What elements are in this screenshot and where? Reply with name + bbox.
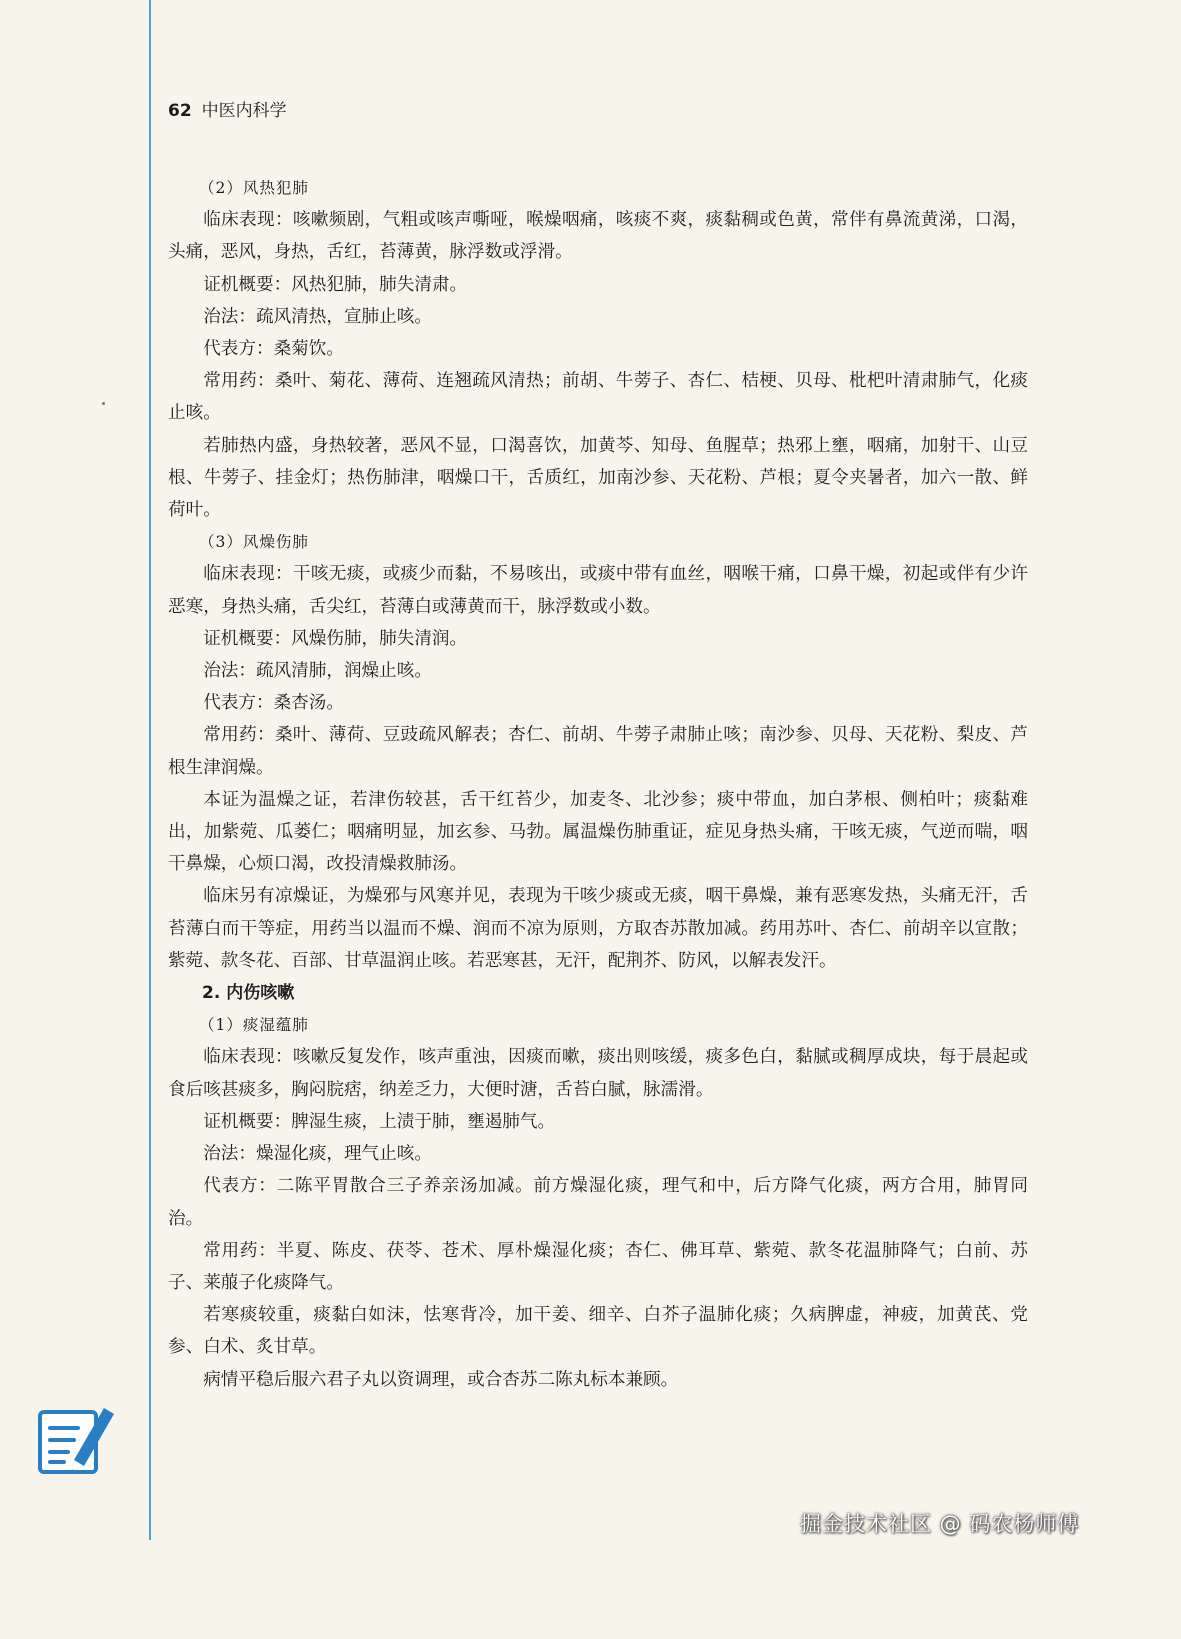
paragraph: 常用药：桑叶、薄荷、豆豉疏风解表；杏仁、前胡、牛蒡子肃肺止咳；南沙参、贝母、天花粉、梨皮、芦根生津润燥。 <box>168 725 1028 778</box>
page-body <box>168 172 1028 1396</box>
paragraph: 证机概要：风燥伤肺，肺失清润。 <box>203 628 468 649</box>
watermark: 掘金技术社区 @ 码农杨师傅 <box>800 1512 1080 1536</box>
paragraph: 常用药：半夏、陈皮、茯苓、苍术、厚朴燥湿化痰；杏仁、佛耳草、紫菀、款冬花温肺降气；白前、苏子、莱菔子化痰降气。 <box>168 1240 1028 1293</box>
paragraph: 证机概要：风热犯肺，肺失清肃。 <box>203 274 468 295</box>
paragraph: 代表方：二陈平胃散合三子养亲汤加减。前方燥湿化痰，理气和中，后方降气化痰，两方合用，肺胃同治。 <box>168 1176 1028 1229</box>
paragraph: 本证为温燥之证，若津伤较甚，舌干红苔少，加麦冬、北沙参；痰中带血，加白茅根、侧柏叶；痰黏难出，加紫菀、瓜蒌仁；咽痛明显，加玄参、马勃。属温燥伤肺重证，症见身热头痛，干咳无痰，气逆而喘，咽干鼻燥，心烦口渴，改投清燥救肺汤。 <box>168 789 1028 875</box>
paragraph: 代表方：桑菊饮。 <box>203 339 344 360</box>
paragraph: 若肺热内盛，身热较著，恶风不显，口渴喜饮，加黄芩、知母、鱼腥草；热邪上壅，咽痛，加射干、山豆根、牛蒡子、挂金灯；热伤肺津，咽燥口干，舌质红，加南沙参、天花粉、芦根；夏令夹暑者，加六一散、鲜荷叶。 <box>168 435 1028 521</box>
subheading: （2）风热犯肺 <box>199 179 309 197</box>
paragraph: 病情平稳后服六君子丸以资调理，或合杏苏二陈丸标本兼顾。 <box>203 1369 679 1390</box>
page-number: 62 <box>168 101 192 121</box>
paragraph: 常用药：桑叶、菊花、薄荷、连翘疏风清热；前胡、牛蒡子、杏仁、桔梗、贝母、枇杷叶清肃肺气，化痰止咳。 <box>168 371 1028 424</box>
paragraph: 临床另有凉燥证，为燥邪与风寒并见，表现为干咳少痰或无痰，咽干鼻燥，兼有恶寒发热，头痛无汗，舌苔薄白而干等症，用药当以温而不燥、润而不凉为原则，方取杏苏散加减。药用苏叶、杏仁、前胡辛以宣散；紫菀、款冬花、百部、甘草温润止咳。若恶寒甚，无汗，配荆芥、防风，以解表发汗。 <box>168 886 1028 971</box>
paragraph: 治法：燥湿化痰，理气止咳。 <box>203 1144 432 1165</box>
paragraph: 治法：疏风清热，宣肺止咳。 <box>203 306 432 327</box>
scan-speck <box>102 402 105 405</box>
margin-line <box>149 0 151 1540</box>
paragraph: 代表方：桑杏汤。 <box>203 693 344 714</box>
paragraph: 临床表现：咳嗽频剧，气粗或咳声嘶哑，喉燥咽痛，咳痰不爽，痰黏稠或色黄，常伴有鼻流黄涕，口渴，头痛，恶风，身热，舌红，苔薄黄，脉浮数或浮滑。 <box>168 210 1028 263</box>
paragraph: 治法：疏风清肺，润燥止咳。 <box>203 661 432 682</box>
section-heading: 2. 内伤咳嗽 <box>202 983 295 1004</box>
subheading: （1）痰湿蕴肺 <box>199 1016 309 1035</box>
paragraph: 临床表现：咳嗽反复发作，咳声重浊，因痰而嗽，痰出则咳缓，痰多色白，黏腻或稠厚成块，每于晨起或食后咳甚痰多，胸闷脘痞，纳差乏力，大便时溏，舌苔白腻，脉濡滑。 <box>168 1047 1028 1100</box>
subheading: （3）风燥伤肺 <box>199 533 309 552</box>
notebook-pencil-icon <box>34 1398 120 1478</box>
book-title: 中医内科学 <box>201 101 287 121</box>
paragraph: 若寒痰较重，痰黏白如沫，怯寒背冷，加干姜、细辛、白芥子温肺化痰；久病脾虚，神疲，加黄芪、党参、白术、炙甘草。 <box>168 1305 1028 1358</box>
paragraph: 临床表现：干咳无痰，或痰少而黏，不易咳出，或痰中带有血丝，咽喉干痛，口鼻干燥，初起或伴有少许恶寒，身热头痛，舌尖红，苔薄白或薄黄而干，脉浮数或小数。 <box>168 564 1028 617</box>
running-head <box>168 96 287 121</box>
paragraph: 证机概要：脾湿生痰，上渍于肺，壅遏肺气。 <box>203 1111 556 1132</box>
